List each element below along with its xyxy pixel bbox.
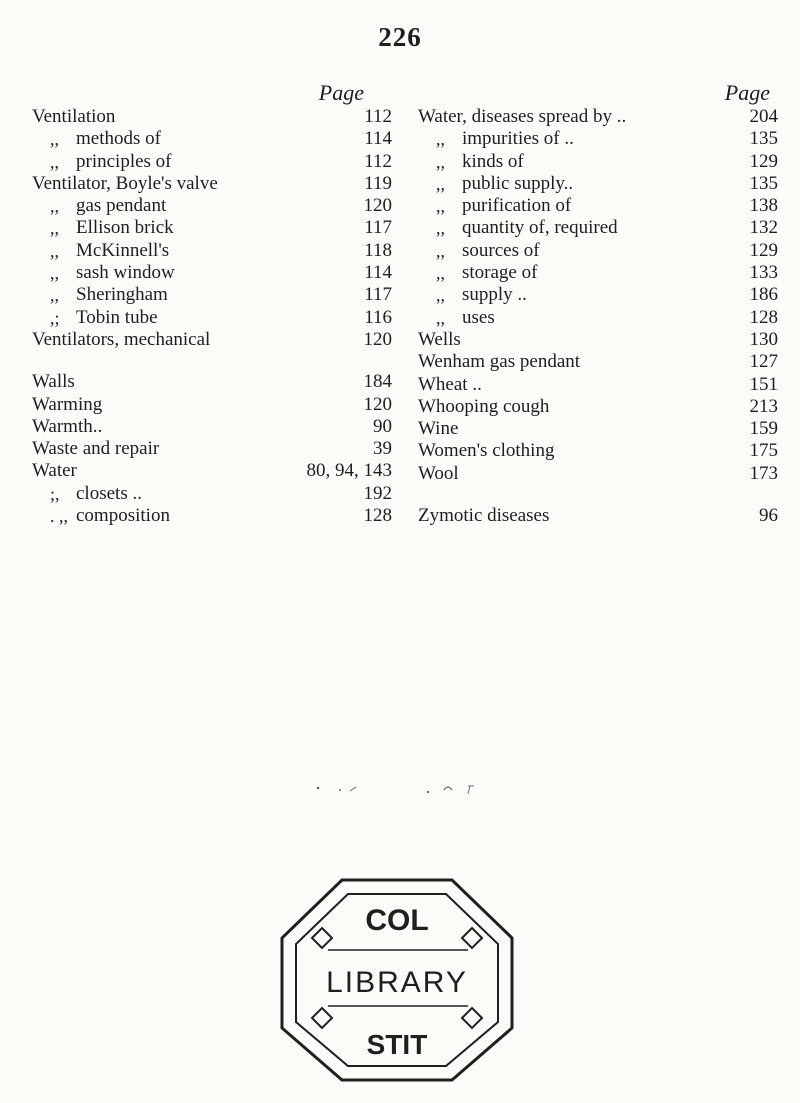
page-reference: 133 [749,262,778,284]
index-term: composition [76,505,170,527]
index-entry [418,463,778,485]
ditto-mark: ,, [436,196,445,217]
ditto-mark: ,, [436,240,445,261]
ditto-mark: ,, [436,263,445,284]
ditto-mark: ,, [436,173,445,194]
page-reference: 138 [749,195,778,217]
index-entry [418,128,778,150]
page-reference: 186 [749,284,778,306]
print-specks [310,776,510,806]
index-term: sources of [462,239,540,261]
index-term: Wells [418,328,461,350]
page-reference: 80, 94, 143 [306,460,392,482]
index-entry [418,307,778,329]
page-reference: 173 [749,462,778,484]
index-entry [418,396,778,418]
page-column-heading: Page [724,80,770,105]
index-term: McKinnell's [76,239,170,261]
page-reference: 112 [364,106,392,127]
page-reference: 120 [363,328,392,350]
page-reference: 112 [364,150,392,172]
index-entries-left [32,106,392,527]
index-entry [418,151,778,173]
index-entry [32,173,392,195]
ditto-mark: . ,, [50,506,68,527]
ditto-mark: ,, [436,285,445,306]
index-term: Women's clothing [418,440,555,462]
index-entry [32,128,392,150]
index-term: Whooping cough [418,395,550,417]
index-term: methods of [76,128,161,150]
index-term: public supply.. [462,172,574,194]
index-term: quantity of, required [462,217,618,239]
index-term: Wine [418,418,459,440]
index-term: storage of [462,262,538,284]
index-entries-right [418,106,778,527]
page-reference: 114 [364,262,392,284]
index-entry [418,262,778,284]
ditto-mark: ;, [50,483,60,504]
index-entry [32,371,392,393]
index-column-left [32,80,392,527]
index-term: kinds of [462,150,524,172]
index-entry [418,217,778,239]
index-term: Wenham gas pendant [418,351,581,373]
page-number: 226 [378,22,422,52]
index-entry [418,195,778,217]
index-entry [32,329,392,351]
ditto-mark: ,, [436,129,445,150]
page-reference: 159 [749,418,778,440]
page-reference: 135 [749,128,778,150]
page-reference: 128 [749,306,778,328]
ditto-mark: ,, [50,285,59,306]
index-entry [418,351,778,373]
stamp-main-lettering: LIBRARY [326,966,468,999]
page-reference: 117 [364,217,392,239]
index-entry [418,418,778,440]
index-term: Wool [418,462,459,484]
page-reference: 175 [749,440,778,462]
ditto-mark: ,, [436,151,445,172]
page-reference: 129 [749,150,778,172]
index-entry [32,262,392,284]
page-reference: 135 [749,172,778,194]
index-entry [32,307,392,329]
ditto-mark: ,, [50,196,59,217]
ditto-mark: ,, [436,307,445,328]
ditto-mark: ,, [50,240,59,261]
page-reference: 118 [364,239,392,261]
page-reference: 119 [364,172,392,194]
index-term: purification of [462,195,572,217]
index-entry [32,438,392,460]
stamp-top-lettering: COL [365,904,429,937]
index-entry [418,329,778,351]
page-reference: 127 [749,351,778,373]
index-entry [418,284,778,306]
page-reference: 96 [759,505,778,527]
index-entry [418,374,778,396]
index-term: gas pendant [76,195,167,217]
index-term: closets .. [76,482,142,504]
ditto-mark: ,, [436,218,445,239]
index-term: Ventilator, Boyle's valve [32,172,218,194]
page-column-heading: Page [318,80,364,105]
page-reference: 151 [749,373,778,395]
index-entry [32,151,392,173]
index-term: uses [462,306,495,328]
index-entry [418,240,778,262]
index-term: supply .. [462,284,527,306]
index-term: Warming [32,393,103,415]
page-reference: 114 [364,128,392,150]
page-reference: 184 [363,371,392,393]
page-reference: 90 [373,415,392,437]
page-reference: 204 [749,106,778,127]
index-entry [32,483,392,505]
stamp-bottom-lettering: STIT [366,1029,428,1060]
library-stamp-graphic [272,868,522,1090]
page-reference: 117 [364,284,392,306]
index-term: Water, diseases spread by .. [418,106,627,127]
index-entry [418,505,778,527]
ditto-mark: ,; [50,307,60,328]
page-reference: 39 [373,438,392,460]
index-entry [418,106,778,128]
page-reference: 129 [749,239,778,261]
index-entry [32,240,392,262]
ditto-mark: ,, [50,129,59,150]
index-entry [32,106,392,128]
index-term: Zymotic diseases [418,505,550,527]
ditto-mark: ,, [50,263,59,284]
index-term: Ventilation [32,106,116,127]
page-reference: 116 [364,306,392,328]
page-reference: 192 [363,482,392,504]
library-stamp [272,868,522,1090]
index-term: Water [32,460,77,482]
page-reference: 120 [363,195,392,217]
index-term: Warmth.. [32,415,103,437]
index-entry [32,217,392,239]
page-reference: 120 [363,393,392,415]
page-reference: 132 [749,217,778,239]
index-term: Sheringham [76,284,168,306]
index-entry [32,460,392,482]
index-entry [32,284,392,306]
page-reference: 130 [749,328,778,350]
index-term: Ellison brick [76,217,174,239]
page-reference: 213 [749,395,778,417]
index-term: sash window [76,262,175,284]
ditto-mark: ,, [50,151,59,172]
index-term: Ventilators, mechanical [32,328,211,350]
index-term: Walls [32,371,75,393]
index-entry [418,440,778,462]
page-reference: 128 [363,505,392,527]
ditto-mark: ,, [50,218,59,239]
index-term: Tobin tube [76,306,158,328]
index-term: principles of [76,150,172,172]
index-term: Waste and repair [32,438,160,460]
index-column-right [418,80,778,527]
index-term: impurities of .. [462,128,574,150]
index-entry [32,394,392,416]
index-entry [418,173,778,195]
index-entry [32,416,392,438]
index-term: Wheat .. [418,373,482,395]
index-entry [32,505,392,527]
index-entry [32,195,392,217]
